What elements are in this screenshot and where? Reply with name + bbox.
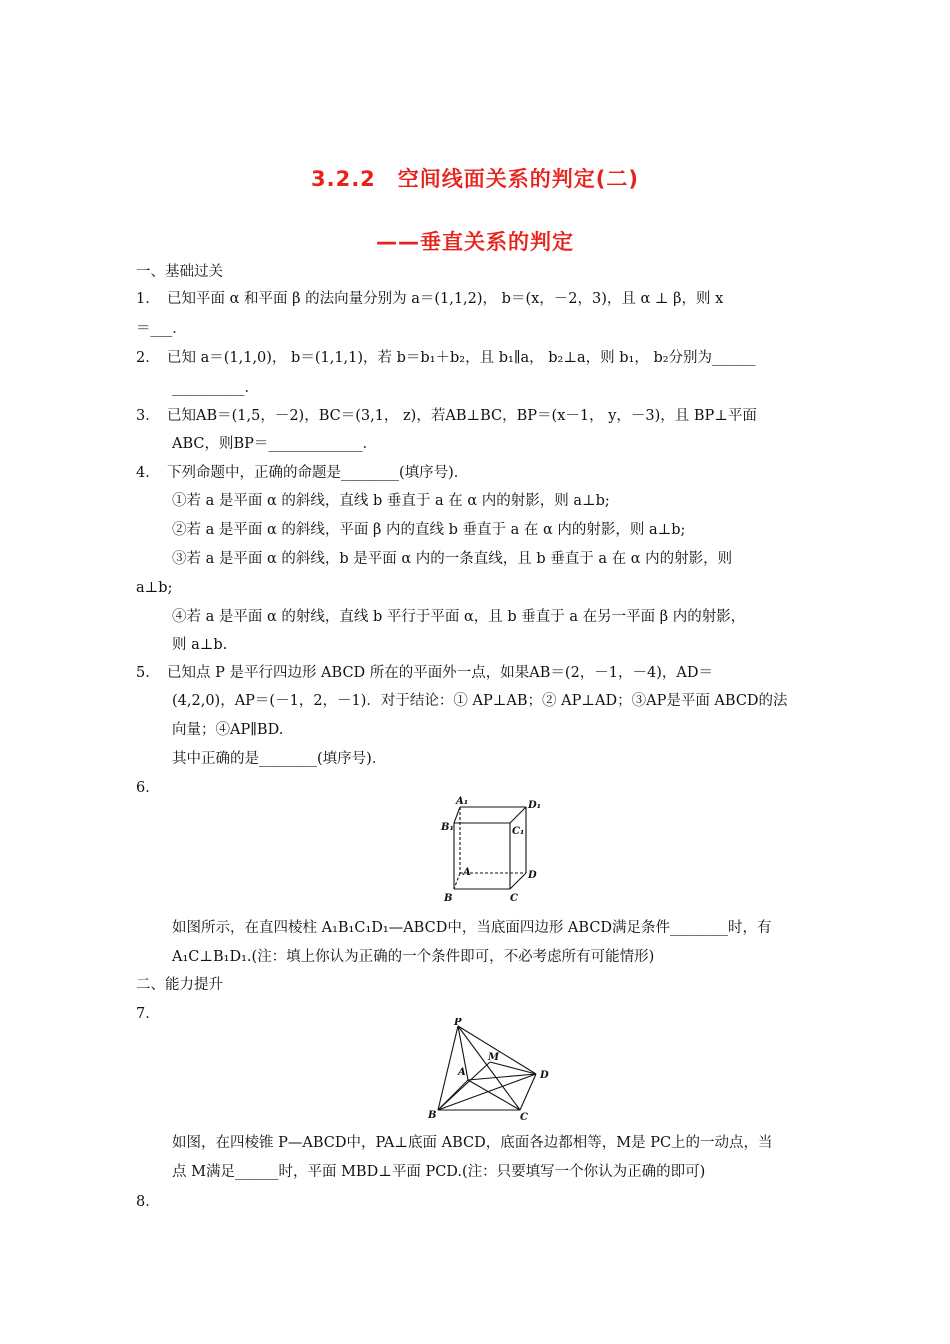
question-4-option-3-cont: a⊥b; [136,580,173,596]
question-6-line-1: 如图所示，在直四棱柱 A₁B₁C₁D₁—ABCD中，当底面四边形 ABCD满足条件________时，有 [172,920,772,936]
question-1-line-1: 1． 已知平面 α 和平面 β 的法向量分别为 a＝(1,1,2)， b＝(x，－2，3)，且 α ⊥ β，则 x [136,291,724,307]
question-1-line-2: ＝___． [136,321,187,337]
question-5-line-2: (4,2,0)，AP＝(－1，2，－1)．对于结论：① AP⊥AB；② AP⊥AD；③AP是平面 ABCD的法 [172,693,788,709]
section-heading-advanced: 二、能力提升 [136,977,223,993]
label-C1: C₁ [512,826,525,837]
question-7-line-1: 如图，在四棱锥 P—ABCD中，PA⊥底面 ABCD，底面各边都相等，M是 PC上的一动点，当 [172,1135,773,1151]
question-4-option-4: ④若 a 是平面 α 的射线，直线 b 平行于平面 α，且 b 垂直于 a 在另一平面 β 内的射影， [172,609,746,625]
question-6-number: 6． [136,780,160,796]
label-B: B [444,893,453,904]
question-7-line-2: 点 M满足______时，平面 MBD⊥平面 PCD.(注：只要填写一个你认为正确的即可) [172,1164,706,1180]
label-P: P [454,1018,462,1028]
label-D: D [528,870,537,881]
document-title: 3.2.2 空间线面关系的判定(二) [311,167,639,191]
label-D1: D₁ [528,800,542,811]
question-4-stem: 4． 下列命题中，正确的命题是________(填序号)． [136,465,469,481]
label-B: B [428,1110,437,1121]
pyramid-figure [424,1018,564,1124]
question-4-option-3: ③若 a 是平面 α 的斜线，b 是平面 α 内的一条直线，且 b 垂直于 a 在 α 内的射影，则 [172,551,733,567]
prism-figure [438,793,556,905]
label-D: D [540,1070,549,1081]
label-A: A [463,867,471,878]
question-7-number: 7． [136,1006,160,1022]
label-M: M [488,1052,500,1063]
label-C: C [520,1112,528,1123]
question-8-number: 8． [136,1194,160,1210]
question-2-line-2: __________． [172,380,259,396]
question-5-line-4: 其中正确的是________(填序号)． [172,751,387,767]
question-2-line-1: 2． 已知 a＝(1,1,0)， b＝(1,1,1)，若 b＝b₁＋b₂，且 b₁∥a， b₂⊥a，则 b₁， b₂分别为______ [136,350,756,366]
question-4-option-1: ①若 a 是平面 α 的斜线，直线 b 垂直于 a 在 α 内的射影，则 a⊥b; [172,493,610,509]
question-3-line-1: 3． 已知AB＝(1,5，－2)，BC＝(3,1， z)，若AB⊥BC，BP＝(x－1， y，－3)，且 BP⊥平面 [136,408,757,424]
question-4-option-2: ②若 a 是平面 α 的斜线，平面 β 内的直线 b 垂直于 a 在 α 内的射影，则 a⊥b; [172,522,686,538]
label-C: C [510,893,518,904]
label-A: A [458,1067,466,1078]
label-B1: B₁ [441,822,454,833]
question-4-option-4-cont: 则 a⊥b. [172,637,228,653]
label-A1: A₁ [456,796,469,807]
question-5-line-3: 向量；④AP∥BD. [172,722,284,738]
section-heading-basic: 一、基础过关 [136,264,223,280]
question-3-line-2: ABC，则BP＝_____________． [172,436,378,452]
document-subtitle: ——垂直关系的判定 [376,230,574,254]
question-5-line-1: 5． 已知点 P 是平行四边形 ABCD 所在的平面外一点，如果AB＝(2，－1，－4)，AD＝ [136,665,713,681]
question-6-line-2: A₁C⊥B₁D₁.(注：填上你认为正确的一个条件即可，不必考虑所有可能情形) [172,949,655,965]
